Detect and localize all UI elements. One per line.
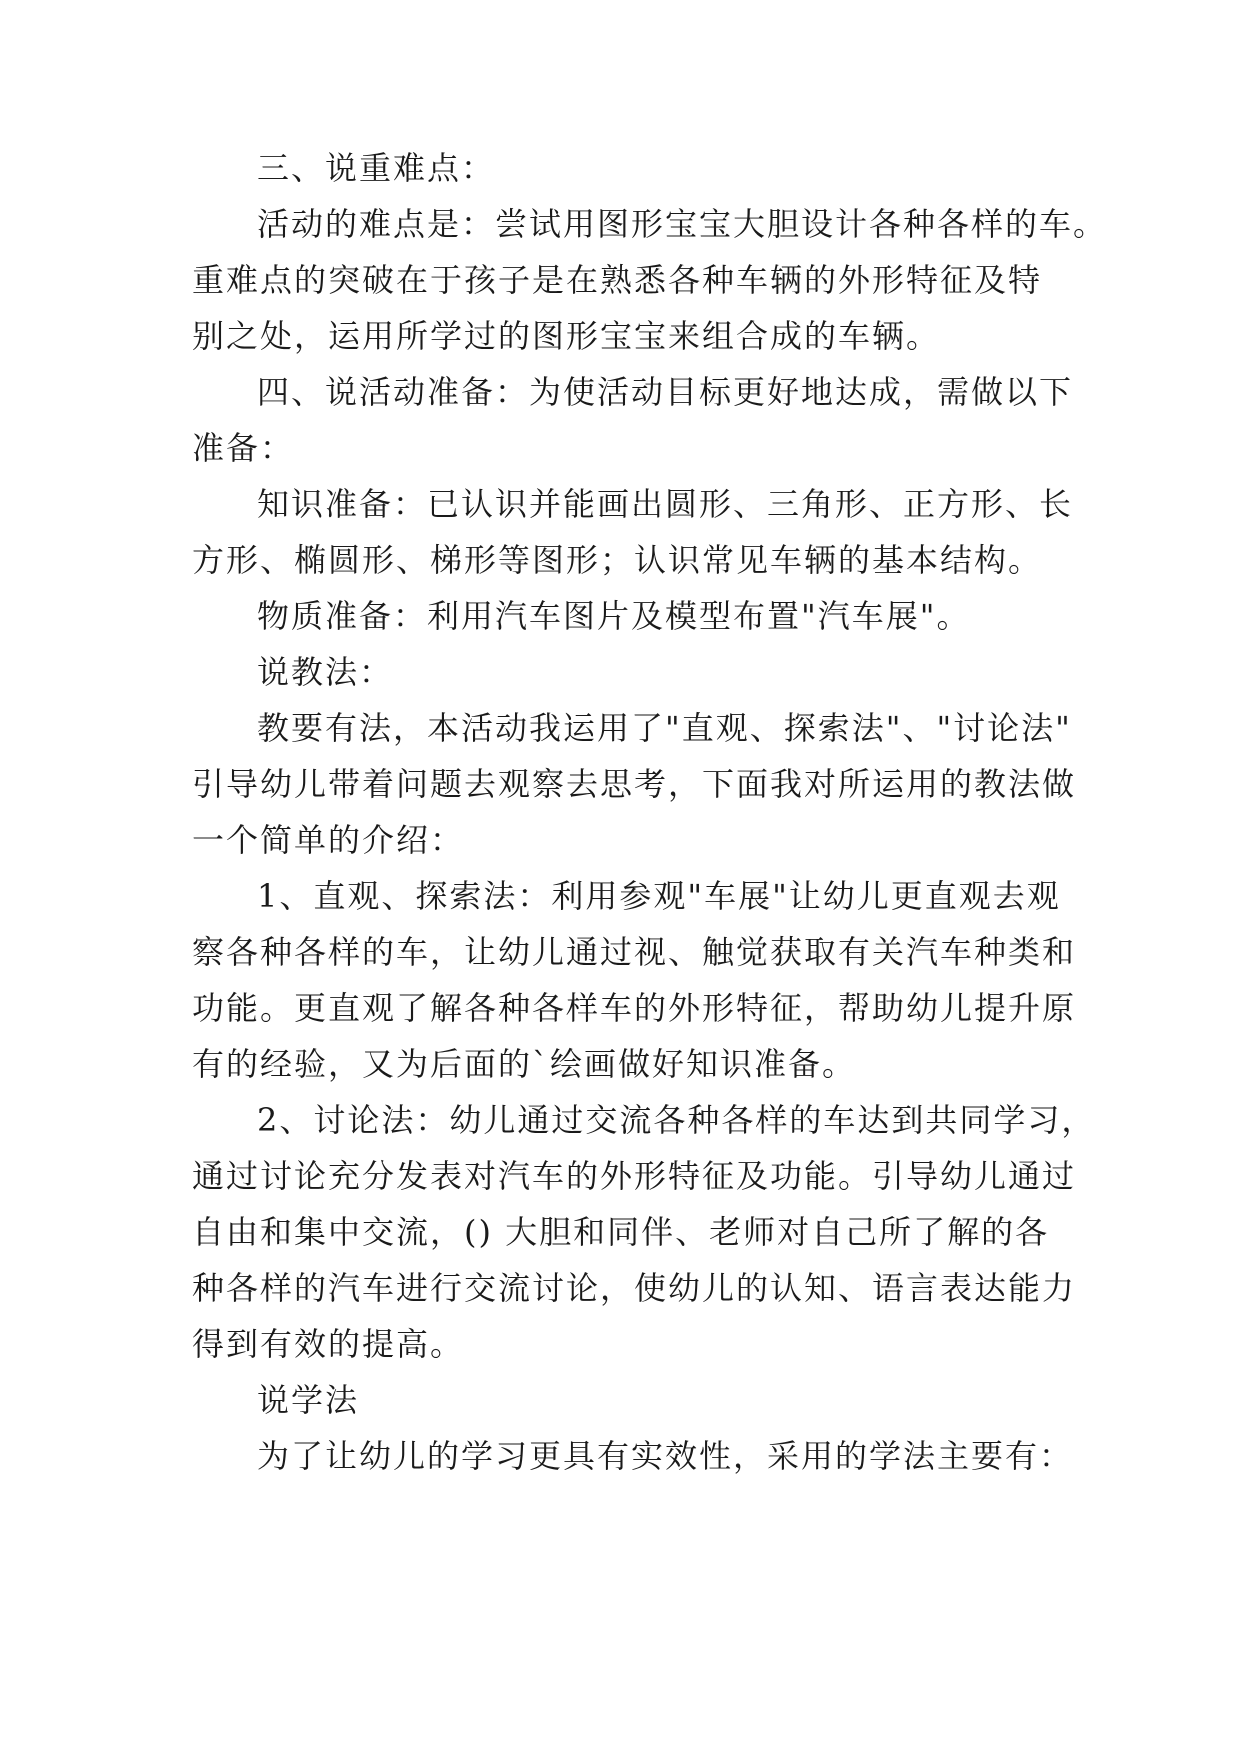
section-heading-key-difficulties: 三、说重难点： [257,149,496,187]
paragraph-line: 准备： [192,429,295,467]
paragraph-line: 活动的难点是：尝试用图形宝宝大胆设计各种各样的车。 [257,205,1108,243]
paragraph-line: 物质准备：利用汽车图片及模型布置"汽车展"。 [257,597,971,635]
paragraph-line: 得到有效的提高。 [192,1325,465,1363]
paragraph-line: 方形、椭圆形、梯形等图形；认识常见车辆的基本结构。 [192,541,1043,579]
paragraph-line: 重难点的突破在于孩子是在熟悉各种车辆的外形特征及特 [192,261,1043,299]
paragraph-line: 知识准备：已认识并能画出圆形、三角形、正方形、长 [257,485,1074,523]
paragraph-line: 为了让幼儿的学习更具有实效性，采用的学法主要有： [257,1437,1074,1475]
paragraph-line: 别之处，运用所学过的图形宝宝来组合成的车辆。 [192,317,941,355]
paragraph-line: 察各种各样的车，让幼儿通过视、触觉获取有关汽车种类和 [192,933,1077,971]
paragraph-line: 引导幼儿带着问题去观察去思考，下面我对所运用的教法做 [192,765,1077,803]
paragraph-line: 自由和集中交流，() 大胆和同伴、老师对自己所了解的各 [192,1213,1050,1251]
paragraph-line: 教要有法，本活动我运用了"直观、探索法"、"讨论法" [257,709,1072,747]
section-heading-learning-methods: 说学法 [257,1381,360,1419]
paragraph-line: 有的经验，又为后面的`绘画做好知识准备。 [192,1045,857,1083]
list-item-line: 1、直观、探索法：利用参观"车展"让幼儿更直观去观 [257,877,1061,915]
list-item-line: 2、讨论法：幼儿通过交流各种各样的车达到共同学习， [257,1101,1096,1139]
paragraph-line: 种各样的汽车进行交流讨论，使幼儿的认知、语言表达能力 [192,1269,1077,1307]
section-heading-teaching-methods: 说教法： [257,653,394,691]
section-heading-activity-preparation: 四、说活动准备：为使活动目标更好地达成，需做以下 [257,373,1074,411]
paragraph-line: 功能。更直观了解各种各样车的外形特征，帮助幼儿提升原 [192,989,1077,1027]
paragraph-line: 一个简单的介绍： [192,821,465,859]
paragraph-line: 通过讨论充分发表对汽车的外形特征及功能。引导幼儿通过 [192,1157,1077,1195]
